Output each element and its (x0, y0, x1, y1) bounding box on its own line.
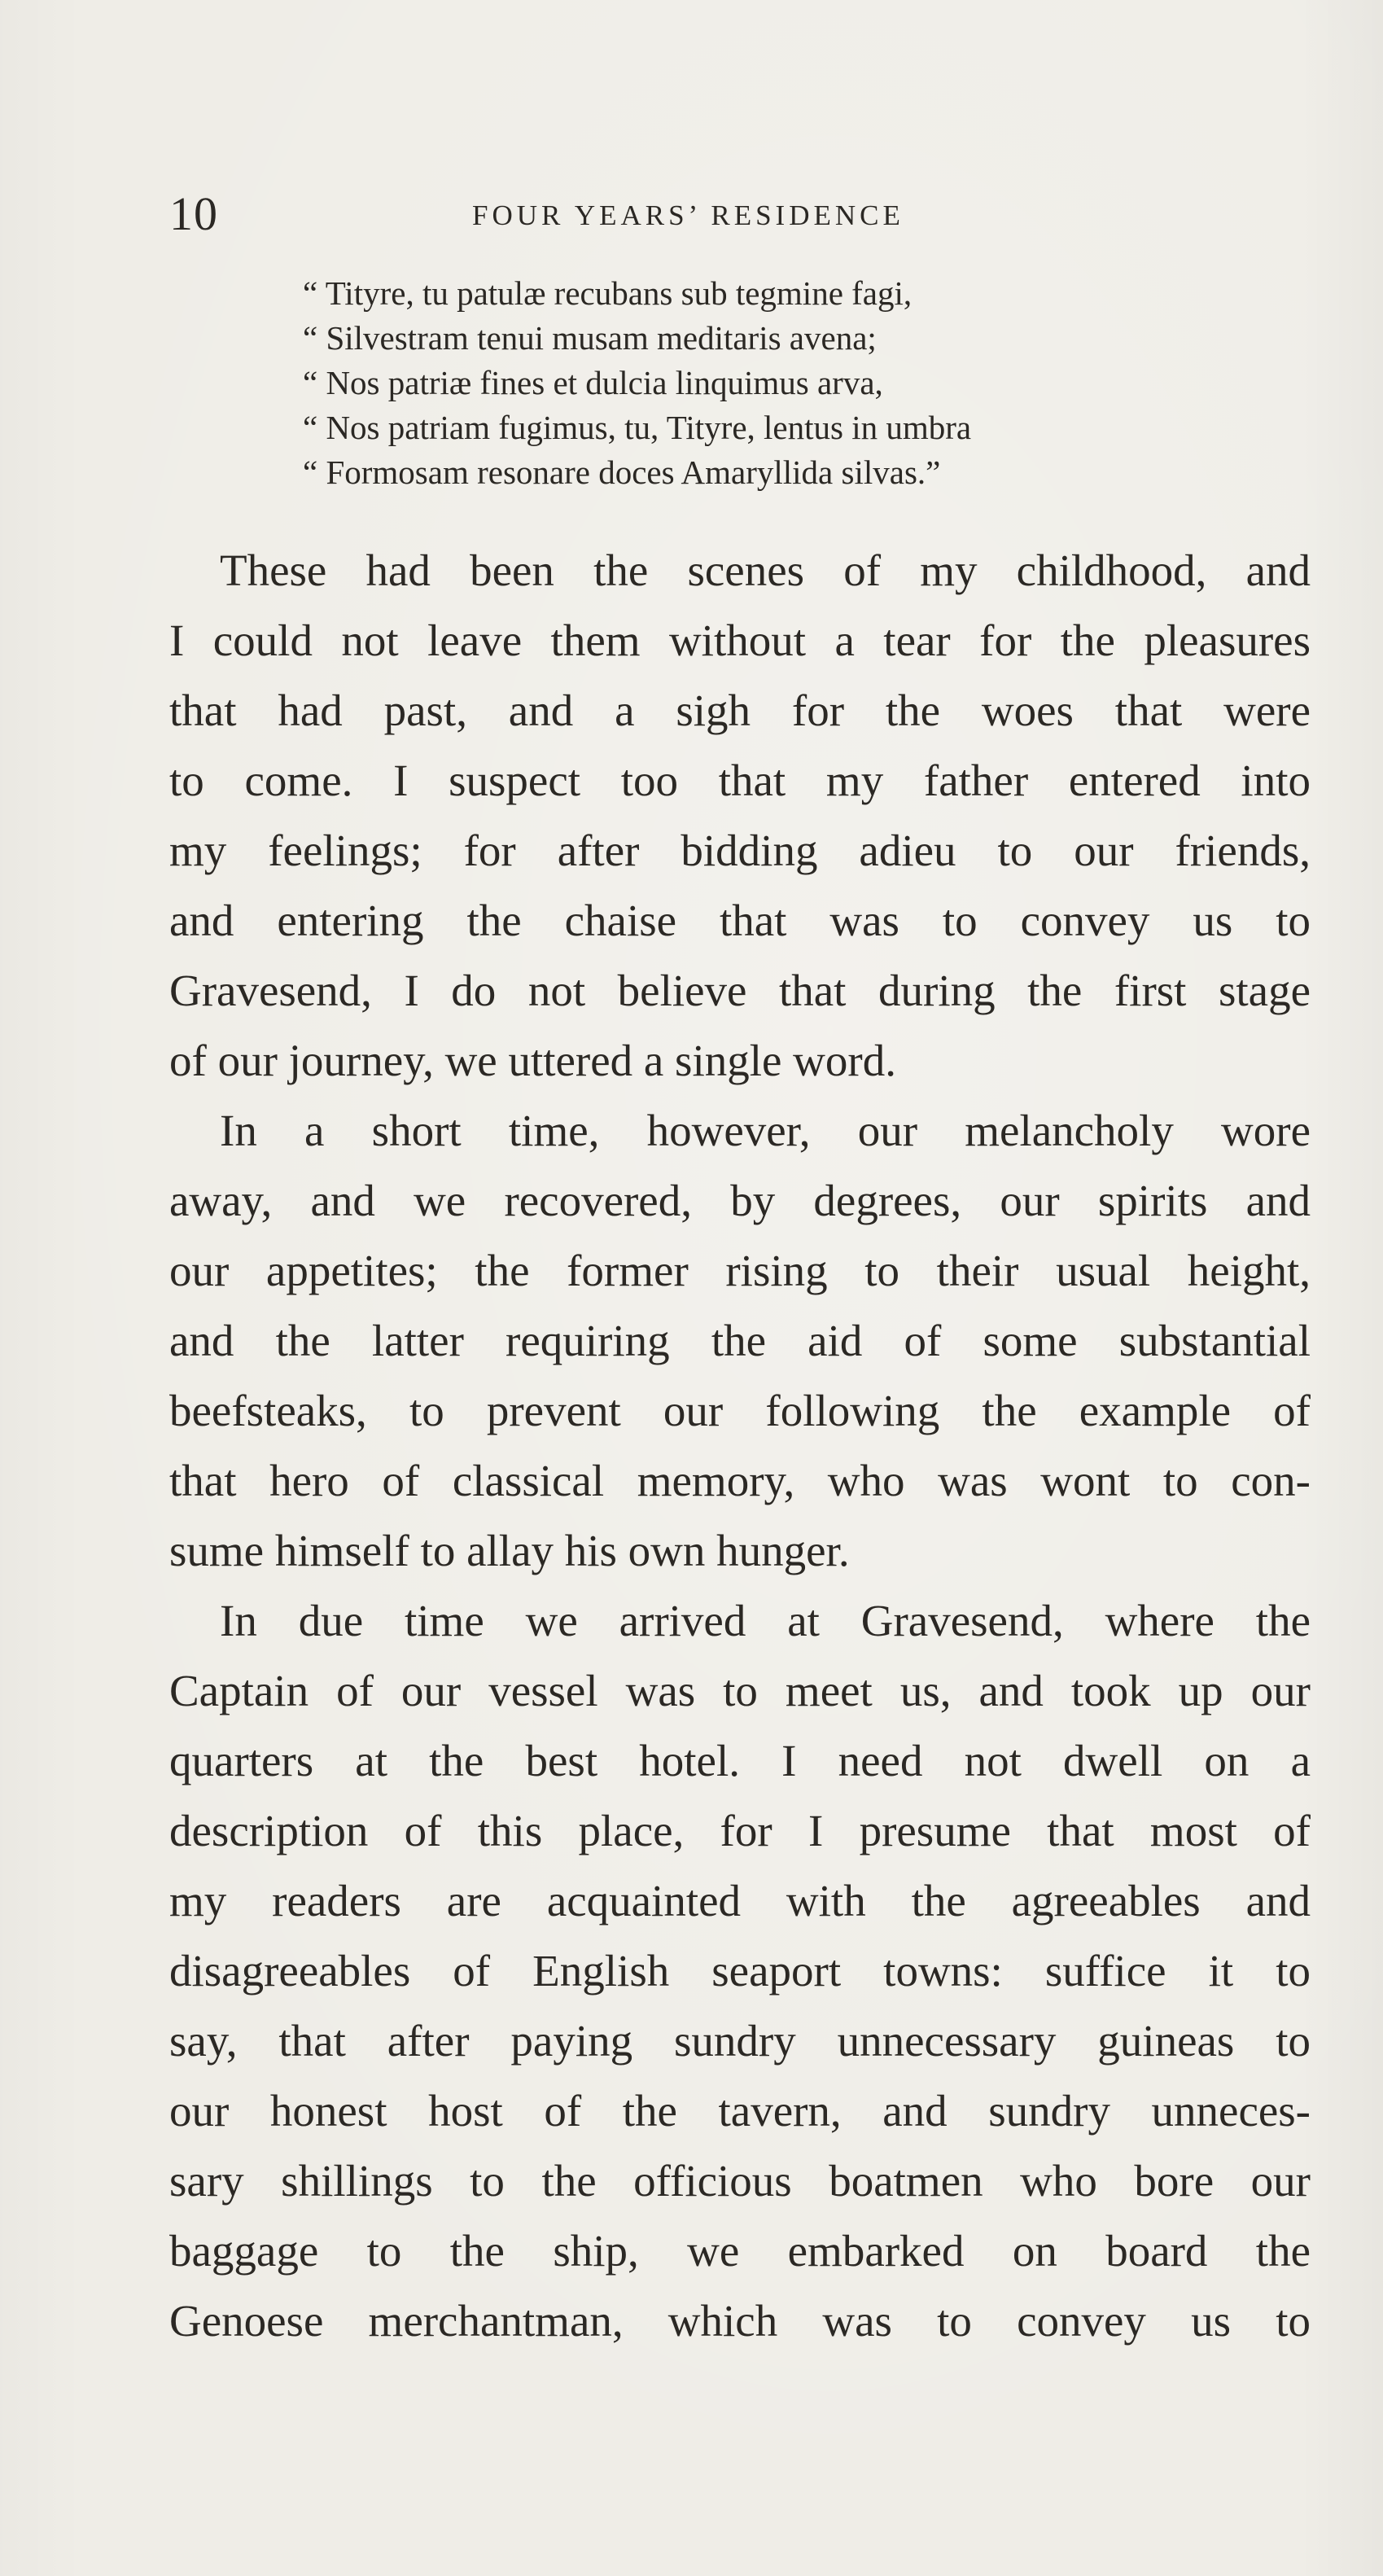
text-line: my readers are acquainted with the agreeables and (169, 1876, 1311, 1925)
verse-quotation (303, 271, 1280, 495)
text-line: our appetites; the former rising to their usual height, (169, 1246, 1311, 1295)
text-line: Gravesend, I do not believe that during the first stage (169, 966, 1311, 1015)
paragraph-1 (169, 536, 1311, 1096)
text-line: description of this place, for I presume that most of (169, 1806, 1311, 1855)
verse-line: “ Silvestram tenui musam meditaris avena; (303, 319, 877, 357)
text-line: our honest host of the tavern, and sundry unneces- (169, 2086, 1311, 2136)
verse-line: “ Nos patriam fugimus, tu, Tityre, lentus in umbra (303, 409, 972, 446)
page-number: 10 (169, 187, 218, 240)
text-line: to come. I suspect too that my father entered into (169, 756, 1311, 805)
verse-line: “ Formosam resonare doces Amaryllida silvas.” (303, 453, 941, 491)
text-line: that had past, and a sigh for the woes that were (169, 686, 1311, 735)
text-line: and entering the chaise that was to convey us to (169, 896, 1311, 945)
verse-line: “ Nos patriæ fines et dulcia linquimus arva, (303, 364, 883, 401)
text-line: beefsteaks, to prevent our following the example of (169, 1386, 1311, 1435)
text-line: of our journey, we uttered a single word. (169, 1036, 896, 1085)
body-text (169, 536, 1311, 2356)
text-line: my feelings; for after bidding adieu to our friends, (169, 826, 1311, 875)
verse-line: “ Tityre, tu patulæ recubans sub tegmine fagi, (303, 274, 913, 312)
running-head (169, 186, 1311, 243)
text-line: quarters at the best hotel. I need not dwell on a (169, 1736, 1311, 1785)
text-line: away, and we recovered, by degrees, our spirits and (169, 1176, 1311, 1225)
text-line: Genoese merchantman, which was to convey us to (169, 2296, 1311, 2346)
text-line: baggage to the ship, we embarked on board the (169, 2226, 1311, 2276)
text-line: say, that after paying sundry unnecessary guineas to (169, 2016, 1311, 2066)
text-line: and the latter requiring the aid of some substantial (169, 1316, 1311, 1365)
text-line: that hero of classical memory, who was wont to con- (169, 1456, 1311, 1505)
text-line: In due time we arrived at Gravesend, where the (220, 1596, 1311, 1645)
text-line: These had been the scenes of my childhood, and (220, 545, 1311, 595)
text-line: Captain of our vessel was to meet us, and took up our (169, 1666, 1311, 1715)
text-line: disagreeables of English seaport towns: suffice it to (169, 1946, 1311, 1996)
paragraph-3 (169, 1586, 1311, 2356)
text-line: In a short time, however, our melancholy wore (220, 1106, 1311, 1155)
text-line: I could not leave them without a tear for the pleasures (169, 616, 1311, 665)
paragraph-2 (169, 1096, 1311, 1586)
text-line: sary shillings to the officious boatmen who bore our (169, 2156, 1311, 2206)
running-title: FOUR YEARS’ RESIDENCE (472, 199, 904, 231)
text-line: sume himself to allay his own hunger. (169, 1526, 850, 1575)
